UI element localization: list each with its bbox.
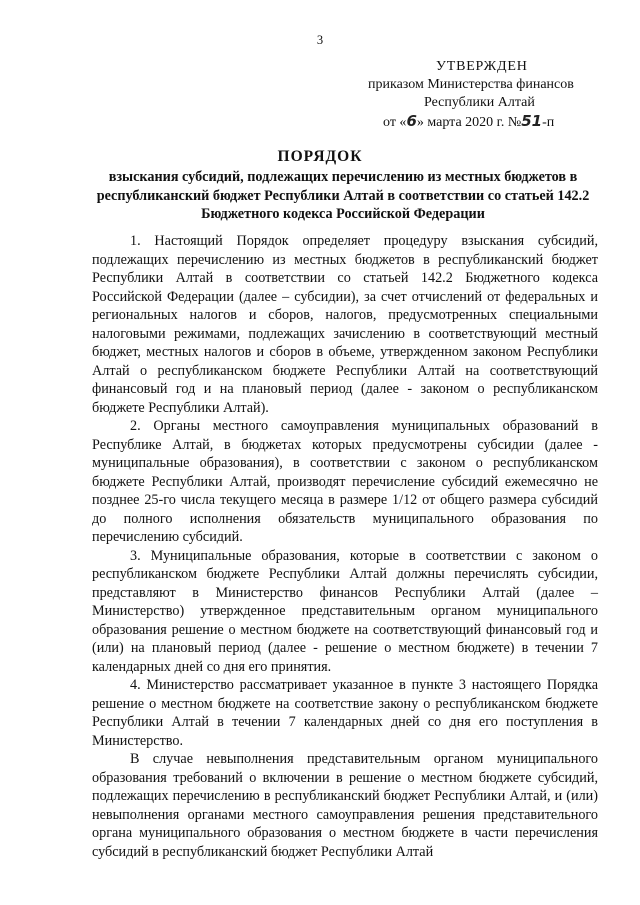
approval-title: УТВЕРЖДЕН <box>436 59 528 74</box>
page-number: 3 <box>316 33 324 47</box>
paragraph-4: 4. Министерство рассматривает указанное в пункте 3 настоящего Порядка решение о местном бюджете на соответствие закону о республиканском бюджете Республики Алтай в течении 7 календарных дней со дня его поступления в Министерство. <box>92 677 598 749</box>
approval-date-middle: » марта 2020 г. № <box>416 115 522 130</box>
paragraph-3: 3. Муниципальные образования, которые в соответствии с законом о республиканском бюджете Республики Алтай должны перечислять субсидии, представляют в Министерство финансов Республики Алтай (далее – Министерство) утвержденное представительным органом муниципального образования решение о местном бюджете на соответствующий финансовый год и (или) на плановый период (далее - решение о местном бюджете) в течении 7 календарных дней со дня его принятия. <box>92 547 598 675</box>
paragraph-2: 2. Органы местного самоуправления муниципальных образований в Республике Алтай, в бюджетах которых предусмотрены субсидии (далее - муниципальные образования), в соответствии с законом о республиканском бюджете Республики Алтай, производят перечисление субсидий ежемесячно не позднее 25-го числа текущего месяца в размере 1/12 от общего размера субсидий до полного исполнения обязательств муниципального образования по перечислению субсидий. <box>92 418 598 545</box>
paragraph-5: В случае невыполнения представительным органом муниципального образования требований о включении в решение о местном бюджете субсидий, подлежащих перечислению в республиканский бюджет Республики Алтай, и (или) невыполнения органами местного самоуправления решения представительного органа муниципального образования о местном бюджете в части перечисления субсидий в республиканский бюджет Республики Алтай <box>92 751 598 860</box>
approval-date-prefix: от « <box>383 115 407 130</box>
approval-date-line <box>332 112 607 132</box>
approval-republic-line: Республики Алтай <box>424 95 535 110</box>
approval-date-suffix: -п <box>542 115 555 130</box>
handwritten-day: 6 <box>406 112 417 130</box>
paragraph-1: 1. Настоящий Порядок определяет процедуру взыскания субсидий, подлежащих перечислению из местных бюджетов в республиканский бюджет Республики Алтай в соответствии со статьей 142.2 Бюджетного кодекса Российской Федерации (далее – субсидии), за счет отчислений от федеральных и региональных налогов и сборов, налогов, предусмотренных специальными налоговыми режимами, подлежащих зачислению в соответствующий местный бюджет, местных налогов и сборов в объеме, утвержденном законом Республики Алтай о республиканском бюджете Республики Алтай на соответствующий финансовый год и на плановый период (далее - законом о республиканском бюджете Республики Алтай). <box>92 233 598 416</box>
document-subtitle: взыскания субсидий, подлежащих перечислению из местных бюджетов в республиканский бюджет Республики Алтай в соответствии со статьей 142.2 Бюджетного кодекса Российской Федерации <box>96 169 590 222</box>
approval-order-line: приказом Министерства финансов <box>368 77 574 92</box>
approval-block <box>332 58 607 132</box>
document-title: ПОРЯДОК <box>277 148 363 165</box>
document-body <box>92 232 598 861</box>
handwritten-number: 51 <box>521 112 543 130</box>
